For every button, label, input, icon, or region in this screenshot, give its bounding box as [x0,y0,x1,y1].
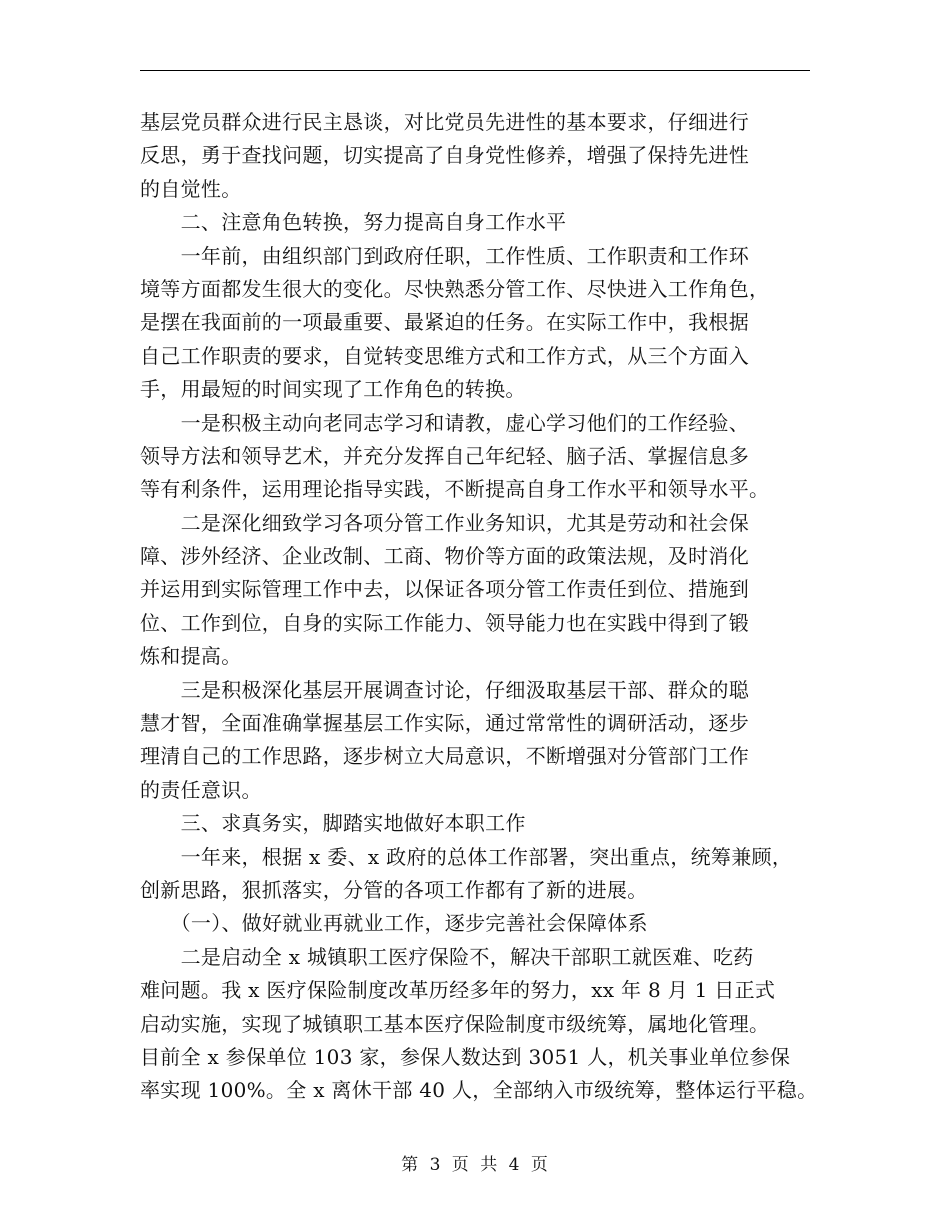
footer-total-word: 共 [480,1155,499,1175]
footer-suffix: 页 [530,1155,549,1175]
text-line: 启动实施，实现了城镇职工基本医疗保险制度市级统筹，属地化管理。 [140,1011,770,1036]
footer-page-word: 页 [451,1155,470,1175]
text-line: 并运用到实际管理工作中去，以保证各项分管工作责任到位、措施到 [140,577,749,602]
text-line: 率实现 100%。全 x 离休干部 40 人，全部纳入市级统筹，整体运行平稳。 [140,1078,818,1103]
text-line: 位、工作到位，自身的实际工作能力、领导能力也在实践中得到了锻 [140,610,749,635]
text-line: 二、注意角色转换，努力提高自身工作水平 [140,210,567,235]
text-line: 基层党员群众进行民主恳谈，对比党员先进性的基本要求，仔细进行 [140,110,749,134]
text-line: 是摆在我面前的一项最重要、最紧迫的任务。在实际工作中，我根据 [140,310,749,335]
text-line: 炼和提高。 [140,644,242,669]
text-line: 慧才智，全面准确掌握基层工作实际，通过常常性的调研活动，逐步 [140,711,749,736]
body-text [140,106,816,1108]
text-line: 三是积极深化基层开展调查讨论，仔细汲取基层干部、群众的聪 [140,677,749,702]
text-line: 一是积极主动向老同志学习和请教，虚心学习他们的工作经验、 [140,410,749,435]
text-line: 二是启动全 x 城镇职工医疗保险不，解决干部职工就医难、吃药 [140,944,754,969]
text-line: 三、求真务实，脚踏实地做好本职工作 [140,811,526,836]
page-footer [0,1150,950,1175]
text-line: 创新思路，狠抓落实，分管的各项工作都有了新的进展。 [140,877,648,902]
text-line: 手，用最短的时间实现了工作角色的转换。 [140,377,526,402]
text-line: 二是深化细致学习各项分管工作业务知识，尤其是劳动和社会保 [140,510,749,535]
text-line: 难问题。我 x 医疗保险制度改革历经多年的努力，xx 年 8 月 1 日正式 [140,978,776,1003]
text-line: 反思，勇于查找问题，切实提高了自身党性修养，增强了保持先进性 [140,143,749,168]
text-line: 一年前，由组织部门到政府任职，工作性质、工作职责和工作环 [140,243,749,268]
text-line: 的责任意识。 [140,777,262,802]
text-line: 的自觉性。 [140,176,242,201]
text-line: 一年来，根据 x 委、x 政府的总体工作部署，突出重点，统筹兼顾， [140,844,793,869]
footer-prefix: 第 [401,1155,420,1175]
footer-total-pages: 4 [508,1155,521,1175]
text-line: 障、涉外经济、企业改制、工商、物价等方面的政策法规，及时消化 [140,544,749,569]
header-rule [140,70,810,71]
text-line: 境等方面都发生很大的变化。尽快熟悉分管工作、尽快进入工作角色， [140,276,770,301]
text-line: 领导方法和领导艺术，并充分发挥自己年纪轻、脑子活、掌握信息多 [140,443,749,468]
text-line: 理清自己的工作思路，逐步树立大局意识，不断增强对分管部门工作 [140,744,749,769]
text-line: （一）、做好就业再就业工作，逐步完善社会保障体系 [140,911,648,936]
text-line: 等有利条件，运用理论指导实践，不断提高自身工作水平和领导水平。 [140,477,770,502]
footer-current-page: 3 [429,1155,442,1175]
text-line: 自己工作职责的要求，自觉转变思维方式和工作方式，从三个方面入 [140,343,749,368]
text-line: 目前全 x 参保单位 103 家，参保人数达到 3051 人，机关事业单位参保 [140,1044,791,1069]
